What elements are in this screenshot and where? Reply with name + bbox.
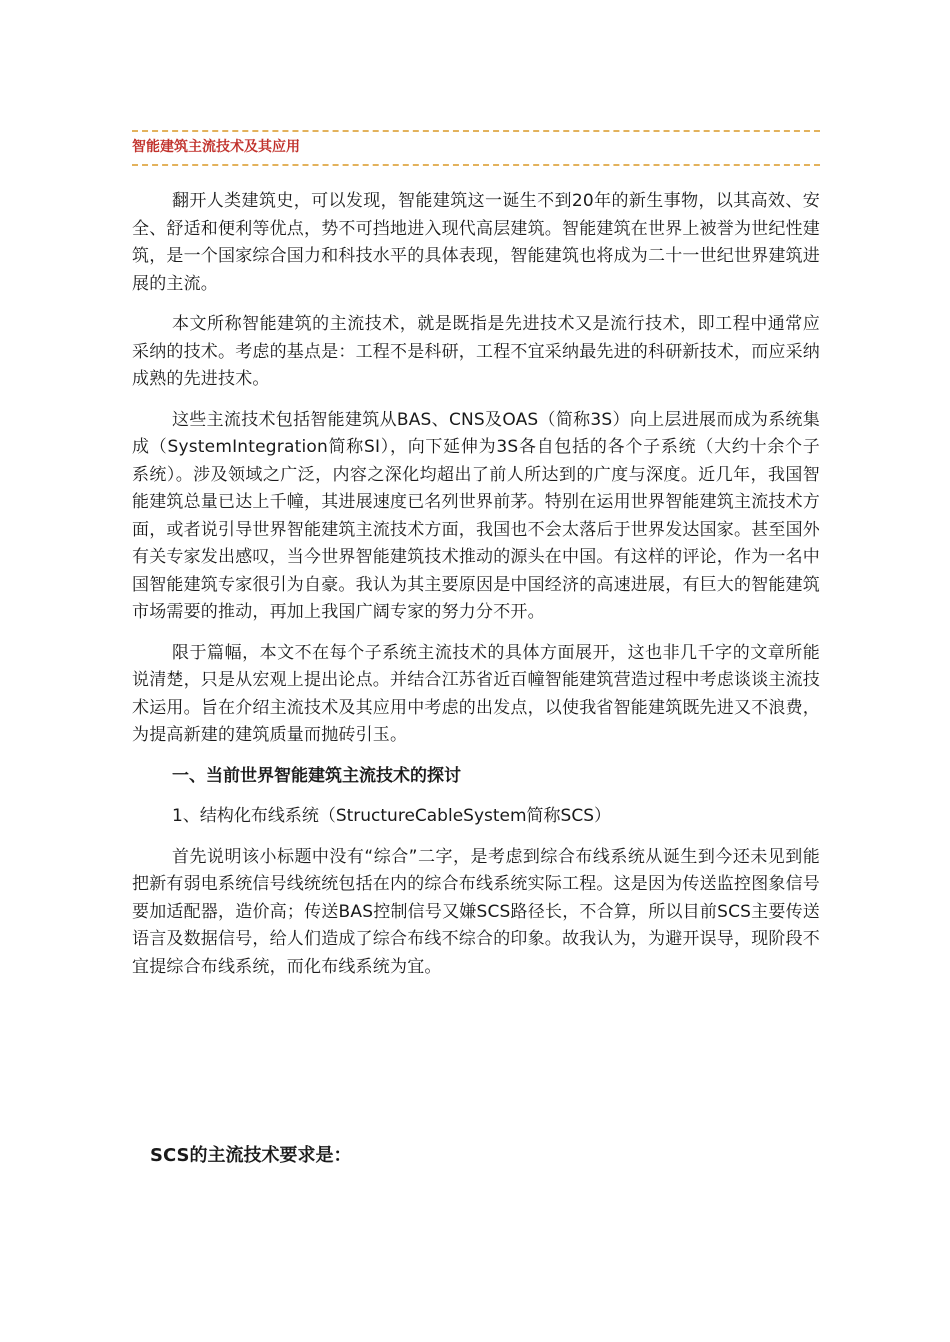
paragraph-scope: 这些主流技术包括智能建筑从BAS、CNS及OAS（简称3S）向上层进展而成为系统集成（SystemIntegration简称SI），向下延伸为3S各自包括的各个子系统（大约十余个子系统）。涉及领域之广泛，内容之深化均超出了前人所达到的广度与深度。近几年，我国智能建筑总量已达上千幢，其进展速度已名列世界前茅。特别在运用世界智能建筑主流技术方面，或者说引导世界智能建筑主流技术方面，我国也不会太落后于世界发达国家。甚至国外有关专家发出感叹，当今世界智能建筑技术推动的源头在中国。有这样的评论，作为一名中国智能建筑专家很引为自豪。我认为其主要原因是中国经济的高速进展，有巨大的智能建筑市场需要的推动，再加上我国广阔专家的努力分不开。 xyxy=(132,409,820,622)
title-bottom-rule xyxy=(132,164,820,166)
section-heading: 一、当前世界智能建筑主流技术的探讨 xyxy=(172,765,461,786)
paragraph-intro: 翻开人类建筑史，可以发现，智能建筑这一诞生不到20年的新生事物，以其高效、安全、舒适和便利等优点，势不可挡地进入现代高层建筑。智能建筑在世界上被誉为世纪性建筑，是一个国家综合国力和科技水平的具体表现，智能建筑也将成为二十一世纪世界建筑进展的主流。 xyxy=(132,191,820,294)
document-page xyxy=(132,130,820,994)
paragraph-purpose: 限于篇幅，本文不在每个子系统主流技术的具体方面展开，这也非几千字的文章所能说清楚，只是从宏观上提出论点。并结合江苏省近百幢智能建筑营造过程中考虑谈谈主流技术运用。旨在介绍主流技术及其应用中考虑的出发点，以使我省智能建筑既先进又不浪费，为提高新建的建筑质量而抛砖引玉。 xyxy=(132,642,820,745)
paragraph-definition: 本文所称智能建筑的主流技术，就是既指是先进技术又是流行技术，即工程中通常应采纳的技术。考虑的基点是：工程不是科研，工程不宜采纳最先进的科研新技术，而应采纳成熟的先进技术。 xyxy=(132,314,820,389)
subsection-heading: 1、结构化布线系统（StructureCableSystem简称SCS） xyxy=(172,806,612,826)
document-title: 智能建筑主流技术及其应用 xyxy=(132,139,300,155)
scs-requirements-title: SCS的主流技术要求是： xyxy=(150,1145,352,1166)
paragraph-scs: 首先说明该小标题中没有“综合”二字，是考虑到综合布线系统从诞生到今还未见到能把新有弱电系统信号线统统包括在内的综合布线系统实际工程。这是因为传送监控图象信号要加适配器，造价高；传送BAS控制信号又嫌SCS路径长，不合算，所以目前SCS主要传送语言及数据信号，给人们造成了综合布线不综合的印象。故我认为，为避开误导，现阶段不宜提综合布线系统，而化布线系统为宜。 xyxy=(132,846,820,977)
